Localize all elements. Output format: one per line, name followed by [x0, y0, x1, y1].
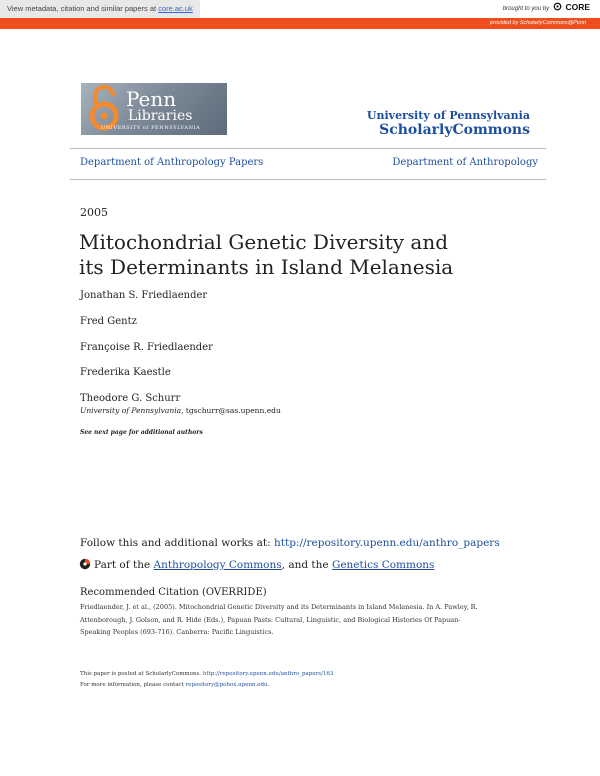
department-link[interactable]: Department of Anthropology	[392, 157, 538, 168]
anthropology-commons-link[interactable]: Anthropology Commons	[153, 559, 282, 571]
posted-notice	[80, 671, 333, 677]
recommended-citation-heading: Recommended Citation (OVERRIDE)	[80, 587, 267, 598]
posted-link[interactable]: http://repository.upenn.edu/anthro_papers/163	[202, 671, 334, 677]
author-5: Theodore G. Schurr	[80, 393, 181, 404]
core-banner	[0, 0, 600, 18]
scholarly-commons-university[interactable]: University of Pennsylvania	[366, 109, 530, 122]
penn-libraries-logo[interactable]	[81, 83, 227, 135]
follow-link[interactable]: http://repository.upenn.edu/anthro_papers	[274, 537, 500, 549]
affiliation-email: , tgschurr@sas.upenn.edu	[181, 406, 281, 415]
logo-university-text: UNIVERSITY of PENNSYLVANIA	[101, 125, 201, 131]
author-3: Françoise R. Friedlaender	[80, 342, 213, 353]
follow-works	[80, 537, 500, 549]
core-link[interactable]: core.ac.uk	[158, 4, 193, 13]
core-brought-by[interactable]	[503, 2, 590, 12]
contact-text: For more information, please contact	[80, 682, 186, 688]
author-2: Fred Gentz	[80, 316, 137, 327]
follow-text: Follow this and additional works at:	[80, 537, 274, 549]
core-brand: CORE	[565, 2, 590, 12]
part-of-line	[79, 553, 434, 572]
logo-penn-text: Penn	[126, 87, 177, 111]
contact-notice	[80, 682, 269, 688]
recommended-citation-text: Friedlaender, J. et al., (2005). Mitochondrial Genetic Diversity and its Determinants in Island Melanesia. In A. Pawley, R. Attenborough, J. Golson, and R. Hide (Eds.), Papuan Pasts: Cultural, Linguistic, and Biological Histories Of Papuan-Speaking Peoples (693-716). Canberra: Pacific Linguistics.	[80, 603, 478, 636]
author-4: Frederika Kaestle	[80, 367, 171, 378]
author-1: Jonathan S. Friedlaender	[80, 290, 208, 301]
divider-top	[70, 148, 546, 149]
see-next-page-note: See next page for additional authors	[80, 429, 203, 436]
contact-end: .	[267, 682, 270, 688]
provided-by-text[interactable]: provided by ScholarlyCommons@Penn	[489, 20, 586, 26]
divider-bottom	[70, 179, 546, 180]
scholarly-commons-title[interactable]: ScholarlyCommons	[379, 122, 530, 138]
contact-email-link[interactable]: repository@pobox.upenn.edu	[185, 682, 268, 688]
logo-libraries-text: Libraries	[128, 108, 193, 124]
core-logo-icon	[553, 2, 562, 11]
core-metadata-notice	[0, 0, 200, 18]
part-of-middle: , and the	[281, 559, 332, 571]
genetics-commons-link[interactable]: Genetics Commons	[331, 559, 435, 571]
department-papers-link[interactable]: Department of Anthropology Papers	[80, 157, 264, 168]
author-affiliation	[80, 406, 281, 415]
publication-year: 2005	[80, 206, 108, 219]
affiliation-institution: University of Pennsylvania	[80, 406, 182, 415]
provided-by-bar	[0, 18, 600, 29]
part-of-text	[94, 559, 434, 571]
part-of-prefix: Part of the	[94, 559, 154, 571]
network-commons-icon	[79, 558, 91, 570]
paper-title: Mitochondrial Genetic Diversity and its Determinants in Island Melanesia	[79, 230, 454, 279]
brought-by-text: brought to you by	[502, 6, 550, 12]
core-notice-text: View metadata, citation and similar papers at	[7, 4, 159, 13]
posted-text: This paper is posted at ScholarlyCommons.	[80, 671, 203, 677]
